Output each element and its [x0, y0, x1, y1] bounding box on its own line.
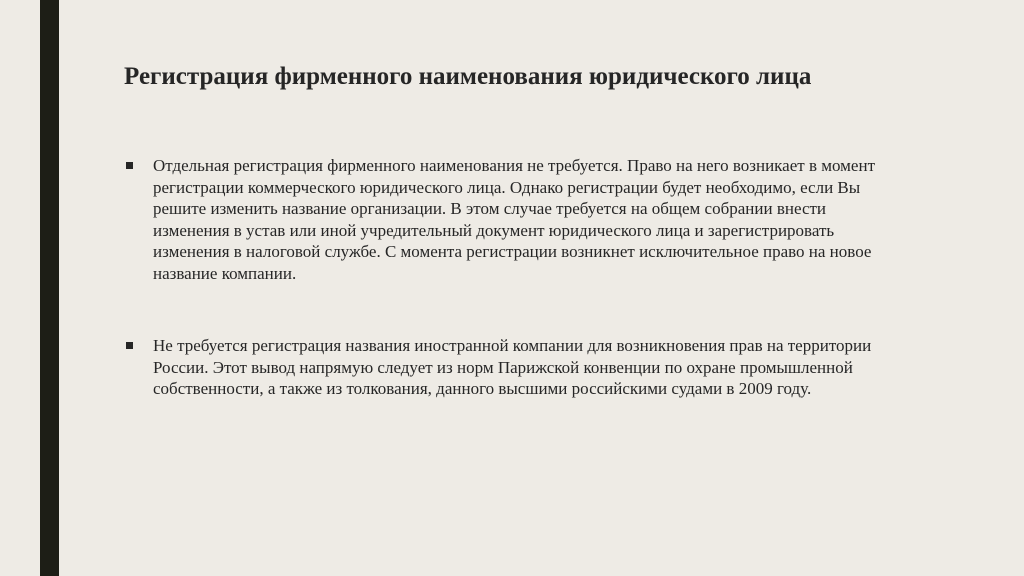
left-accent-bar: [40, 0, 59, 576]
square-bullet-icon: [126, 342, 133, 349]
bullet-text: Не требуется регистрация названия иностранной компании для возникновения прав на территории России. Этот вывод напрямую следует из норм Парижской конвенции по охране промышленной собственности, а также из толкования, данного высшими российскими судами в 2009 году.: [153, 336, 872, 398]
bullet-list: [124, 155, 924, 400]
square-bullet-icon: [126, 162, 133, 169]
bullet-item: [124, 335, 924, 400]
bullet-text: Отдельная регистрация фирменного наименования не требуется. Право на него возникает в момент регистрации коммерческого юридического лица. Однако регистрации будет необходимо, если Вы решите изменить название организации. В этом случае требуется на общем собрании внести изменения в устав или иной учредительный документ юридического лица и зарегистрировать изменения в налоговой службе. С момента регистрации возникнет исключительное право на новое название компании.: [153, 156, 875, 283]
slide-title: Регистрация фирменного наименования юридического лица: [124, 63, 812, 90]
bullet-item: [124, 155, 924, 284]
